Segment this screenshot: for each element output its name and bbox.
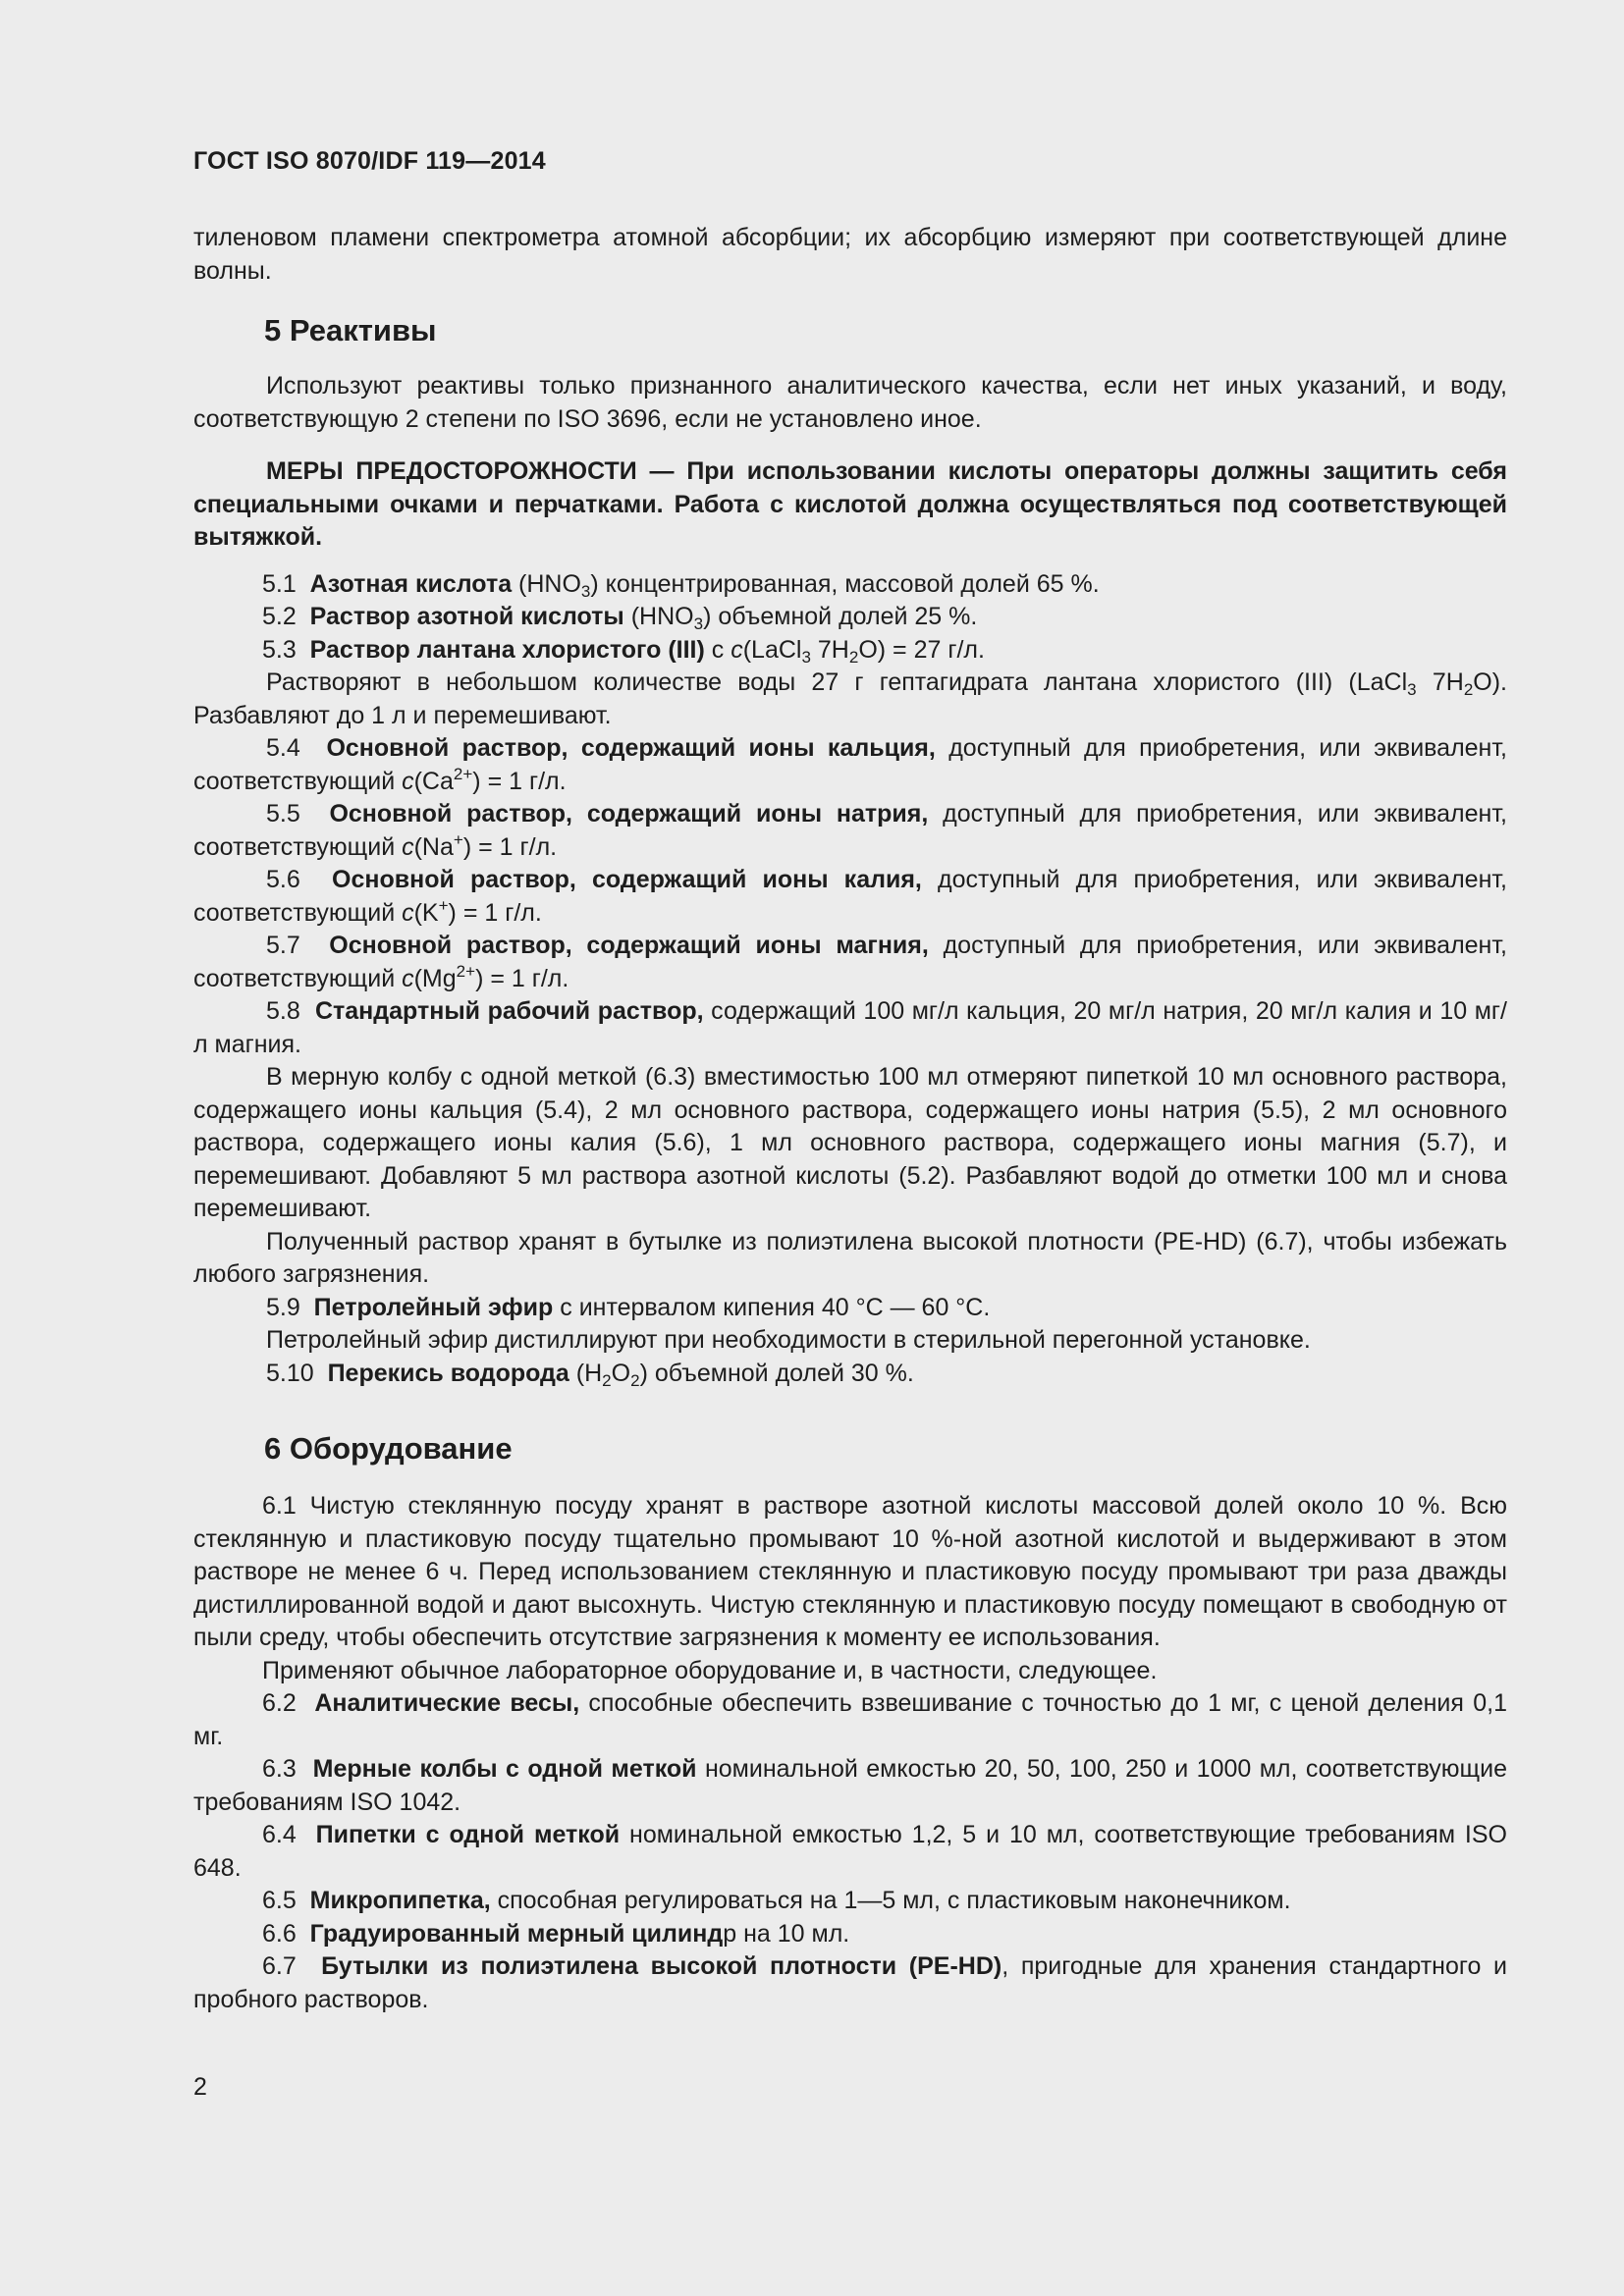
item-5-1: 5.1 Азотная кислота $(HNO_3)$ концентрированная, массовой долей 65 %.: [262, 569, 1100, 601]
item-5-8-paragraph-1: В мерную колбу с одной меткой (6.3) вместимостью 100 мл отмеряют пипеткой 10 мл основного раствора, содержащего ионы кальция (5.4), 2 мл основного раствора, содержащего ионы натрия (5.5), 2 мл основного раствора, содержащего ионы калия (5.6), 1 мл основного раствора, содержащего ионы магния (5.7), и перемешивают. Добавляют 5 мл раствора азотной кислоты (5.2). Разбавляют водой до отметки 100 мл и снова перемешивают.: [193, 1063, 1507, 1222]
item-5-3: 5.3 Раствор лантана хлористого (III) с c(LaCl$_3$ $7H_2O) = 27$ г/л.: [262, 635, 985, 667]
item-5-4: 5.4 Основной раствор, содержащий ионы кальция, доступный для приобретения, или эквивалент, соответствующий $c(Ca^{2+}) = 1$ г/л.: [193, 734, 1507, 795]
item-6-7: 6.7 Бутылки из полиэтилена высокой плотности (PE-HD), пригодные для хранения стандартного и пробного растворов.: [193, 1952, 1507, 2013]
item-6-3: 6.3 Мерные колбы с одной меткой номинальной емкостью 20, 50, 100, 250 и 1000 мл, соответствующие требованиям ISO 1042.: [193, 1755, 1507, 1816]
item-5-7: 5.7 Основной раствор, содержащий ионы магния, доступный для приобретения, или эквивалент, соответствующий $c(Mg^{2+}) = 1$ г/л.: [193, 932, 1507, 992]
document-header: ГОСТ ISO 8070/IDF 119—2014: [193, 147, 546, 175]
section-5-title: 5 Реактивы: [264, 313, 437, 347]
item-6-2: 6.2 Аналитические весы, способные обеспечить взвешивание с точностью до 1 мг, с ценой деления 0,1 мг.: [193, 1689, 1507, 1750]
item-6-5: 6.5 Микропипетка, способная регулироваться на 1—5 мл, с пластиковым наконечником.: [262, 1887, 1291, 1914]
safety-warning: МЕРЫ ПРЕДОСТОРОЖНОСТИ — При использовании кислоты операторы должны защитить себя специальными очками и перчатками. Работа с кислотой должна осуществляться под соответствующей вытяжкой.: [193, 457, 1507, 551]
item-5-10: 5.10 Перекись водорода $(H_2O_2)$ объемной долей 30 %.: [266, 1359, 914, 1390]
section-6-title: 6 Оборудование: [264, 1431, 513, 1466]
item-5-5: 5.5 Основной раствор, содержащий ионы натрия, доступный для приобретения, или эквивалент, соответствующий c(Na+) = 1 г/л.: [193, 800, 1507, 861]
intro-paragraph: тиленовом пламени спектрометра атомной абсорбции; их абсорбцию измеряют при соответствующей длине волны.: [193, 224, 1507, 285]
item-6-1-paragraph: Применяют обычное лабораторное оборудование и, в частности, следующее.: [262, 1656, 1158, 1684]
item-6-1: 6.1 Чистую стеклянную посуду хранят в растворе азотной кислоты массовой долей около 10 %. Всю стеклянную и пластиковую посуду тщательно промывают 10 %-ной азотной кислотой и выдерживают в этом растворе не менее 6 ч. Перед использованием стеклянную и пластиковую посуду промывают три раза дважды дистиллированной водой и дают высохнуть. Чистую стеклянную и пластиковую посуду помещают в свободную от пыли среду, чтобы обеспечить отсутствие загрязнения к моменту ее использования.: [193, 1492, 1507, 1651]
item-5-2: 5.2 Раствор азотной кислоты $(HNO_3)$ объемной долей 25 %.: [262, 603, 978, 633]
document-body: [193, 222, 1507, 2016]
item-5-8-paragraph-2: Полученный раствор хранят в бутылке из полиэтилена высокой плотности (PE-HD) (6.7), чтобы избежать любого загрязнения.: [193, 1227, 1507, 1288]
item-6-6: 6.6 Градуированный мерный цилиндр на 10 мл.: [262, 1919, 850, 1948]
item-6-4: 6.4 Пипетки с одной меткой номинальной емкостью 1,2, 5 и 10 мл, соответствующие требованиям ISO 648.: [193, 1821, 1507, 1882]
item-5-6: 5.6 Основной раствор, содержащий ионы калия, доступный для приобретения, или эквивалент, соответствующий c(K+) = 1 г/л.: [193, 866, 1507, 927]
section-5-paragraph: Используют реактивы только признанного аналитического качества, если нет иных указаний, и воду, соответствующую 2 степени по ISO 3696, если не установлено иное.: [193, 372, 1507, 433]
page-number: 2: [193, 2073, 207, 2101]
item-5-9: 5.9 Петролейный эфир с интервалом кипения 40 °С — 60 °С.: [266, 1293, 991, 1321]
item-5-3-paragraph: Растворяют в небольшом количестве воды 27 г гептагидрата лантана хлористого (III) (LaCl$_3$ $7H_2O$). Разбавляют до 1 л и перемешивают.: [193, 668, 1507, 729]
item-5-9-paragraph: Петролейный эфир дистиллируют при необходимости в стерильной перегонной установке.: [266, 1326, 1311, 1354]
item-5-8: 5.8 Стандартный рабочий раствор, содержащий 100 мг/л кальция, 20 мг/л натрия, 20 мг/л калия и 10 мг/л магния.: [193, 997, 1507, 1058]
